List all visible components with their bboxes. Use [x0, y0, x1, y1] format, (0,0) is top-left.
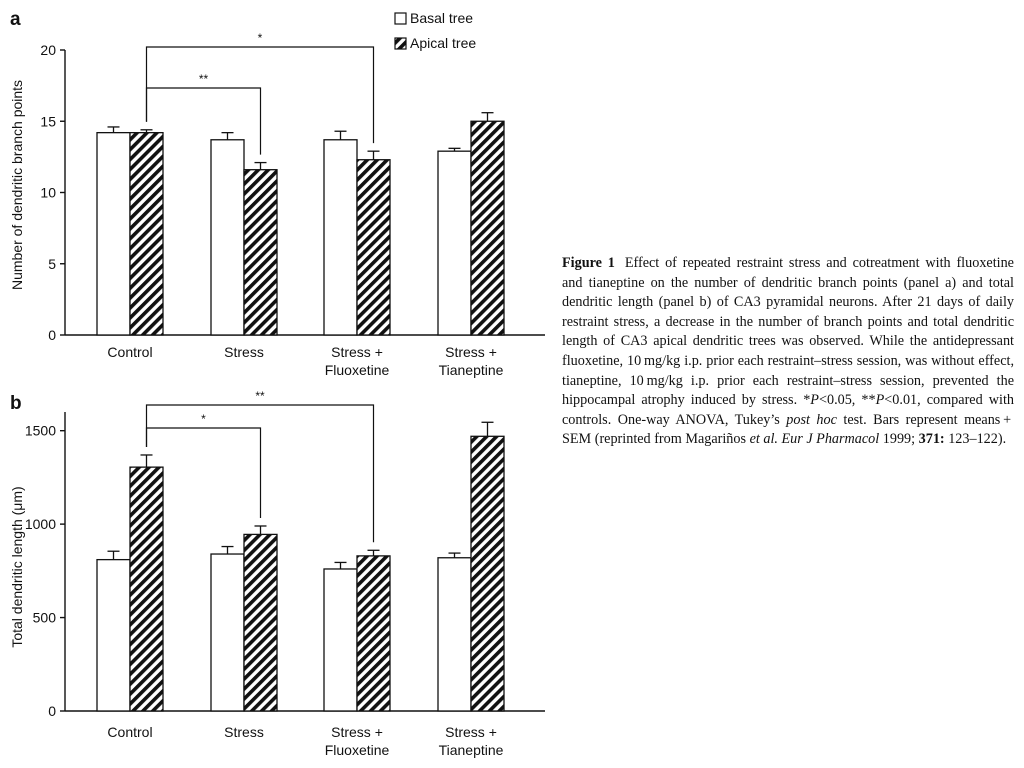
- caption-text-3: <0.01, compared with controls. One-way ANOVA, Tukey’s: [562, 392, 1014, 428]
- x-tick-label: Stress +: [331, 344, 383, 360]
- bar-apical-3: [471, 121, 504, 335]
- caption-journal: Eur J Pharmacol: [781, 431, 880, 448]
- x-tick-label: Stress +: [331, 724, 383, 740]
- bar-apical-2: [357, 160, 390, 335]
- bar-basal-0: [97, 133, 130, 335]
- bar-basal-0: [97, 560, 130, 711]
- significance-brackets-a: [147, 31, 374, 155]
- legend-label-apical: Apical tree: [410, 35, 477, 51]
- y-tick-label: 0: [48, 703, 56, 719]
- y-tick-label: 1000: [24, 516, 56, 533]
- x-tick-label: Tianeptine: [438, 742, 504, 758]
- x-tick-label: Tianeptine: [438, 362, 504, 378]
- x-tick-label: Stress +: [445, 724, 497, 740]
- y-tick-label: 1500: [24, 422, 56, 439]
- bar-basal-2: [324, 140, 357, 335]
- y-tick-label: 5: [48, 255, 56, 272]
- bar-apical-1: [244, 534, 277, 711]
- bar-basal-1: [211, 140, 244, 335]
- y-tick-label: 10: [40, 184, 56, 201]
- bar-apical-2: [357, 556, 390, 711]
- caption-text-2: <0.05, **: [818, 392, 876, 409]
- caption-p-symbol-2: P: [875, 392, 885, 409]
- bar-basal-1: [211, 554, 244, 711]
- chart-panel-a: [9, 9, 545, 378]
- legend-swatch-basal: [395, 13, 406, 24]
- y-axis-label-a: Number of dendritic branch points: [9, 79, 25, 291]
- y-axis-label-b: Total dendritic length (μm): [9, 486, 25, 648]
- legend: [395, 10, 476, 51]
- x-tick-label: Fluoxetine: [324, 742, 390, 758]
- significance-brackets-b: [147, 389, 374, 542]
- significance-label: *: [201, 412, 206, 426]
- bar-apical-0: [130, 467, 163, 711]
- caption-text-5: 1999;: [879, 431, 919, 448]
- x-tick-labels-a: [107, 344, 503, 378]
- legend-swatch-apical: [395, 38, 406, 49]
- x-tick-label: Control: [107, 344, 153, 360]
- caption-label: Figure 1: [562, 255, 615, 271]
- y-tick-label: 20: [40, 42, 56, 58]
- caption-volume: 371:: [918, 431, 945, 448]
- chart-panel-b: [9, 389, 545, 758]
- caption-text-1: Effect of repeated restraint stress and cotreatment with fluoxetine and tianeptine on the number of dendritic branch points (panel a) and total dendritic length (panel b) of CA3 pyramidal neurons. After 21 days of daily restraint stress, a decrease in the number of branch points and total dendritic length of CA3 apical dendritic trees was observed. While the antidepressant fluoxetine, 10 mg/kg i.p. prior each restraint–stress session, was without effect, tianeptine, 10 mg/kg i.p. prior each restraint–stress session, prevented the hippocampal atrophy induced by stress. *: [562, 255, 1014, 409]
- x-tick-label: Control: [107, 724, 153, 740]
- x-tick-label: Stress: [224, 724, 264, 740]
- x-tick-label: Fluoxetine: [324, 362, 390, 378]
- caption-et-al: et al.: [749, 431, 778, 448]
- caption-pages: 123–122).: [944, 431, 1007, 448]
- bar-basal-3: [438, 558, 471, 711]
- panel-label-a: a: [10, 9, 21, 30]
- x-tick-label: Stress: [224, 344, 264, 360]
- bar-basal-3: [438, 151, 471, 335]
- y-tick-label: 500: [32, 609, 56, 626]
- bar-basal-2: [324, 569, 357, 711]
- figure-caption: [562, 254, 1014, 450]
- x-tick-labels-b: [107, 724, 503, 758]
- significance-label: *: [257, 31, 263, 45]
- bar-apical-3: [471, 436, 504, 711]
- bar-apical-1: [244, 170, 277, 335]
- panel-label-b: b: [10, 393, 22, 414]
- caption-text-4: test. Bars represent means + SEM (reprinted from Magariños: [562, 411, 1015, 448]
- y-tick-label: 0: [48, 327, 56, 343]
- significance-label: **: [255, 389, 265, 403]
- x-tick-label: Stress +: [445, 344, 497, 360]
- caption-post-hoc: post hoc: [786, 411, 837, 428]
- bars-a: [97, 113, 504, 335]
- legend-label-basal: Basal tree: [410, 10, 474, 26]
- bars-b: [97, 422, 504, 711]
- caption-p-symbol-1: P: [810, 392, 819, 409]
- y-tick-label: 15: [40, 113, 56, 130]
- bar-apical-0: [130, 133, 163, 335]
- significance-label: **: [198, 72, 209, 86]
